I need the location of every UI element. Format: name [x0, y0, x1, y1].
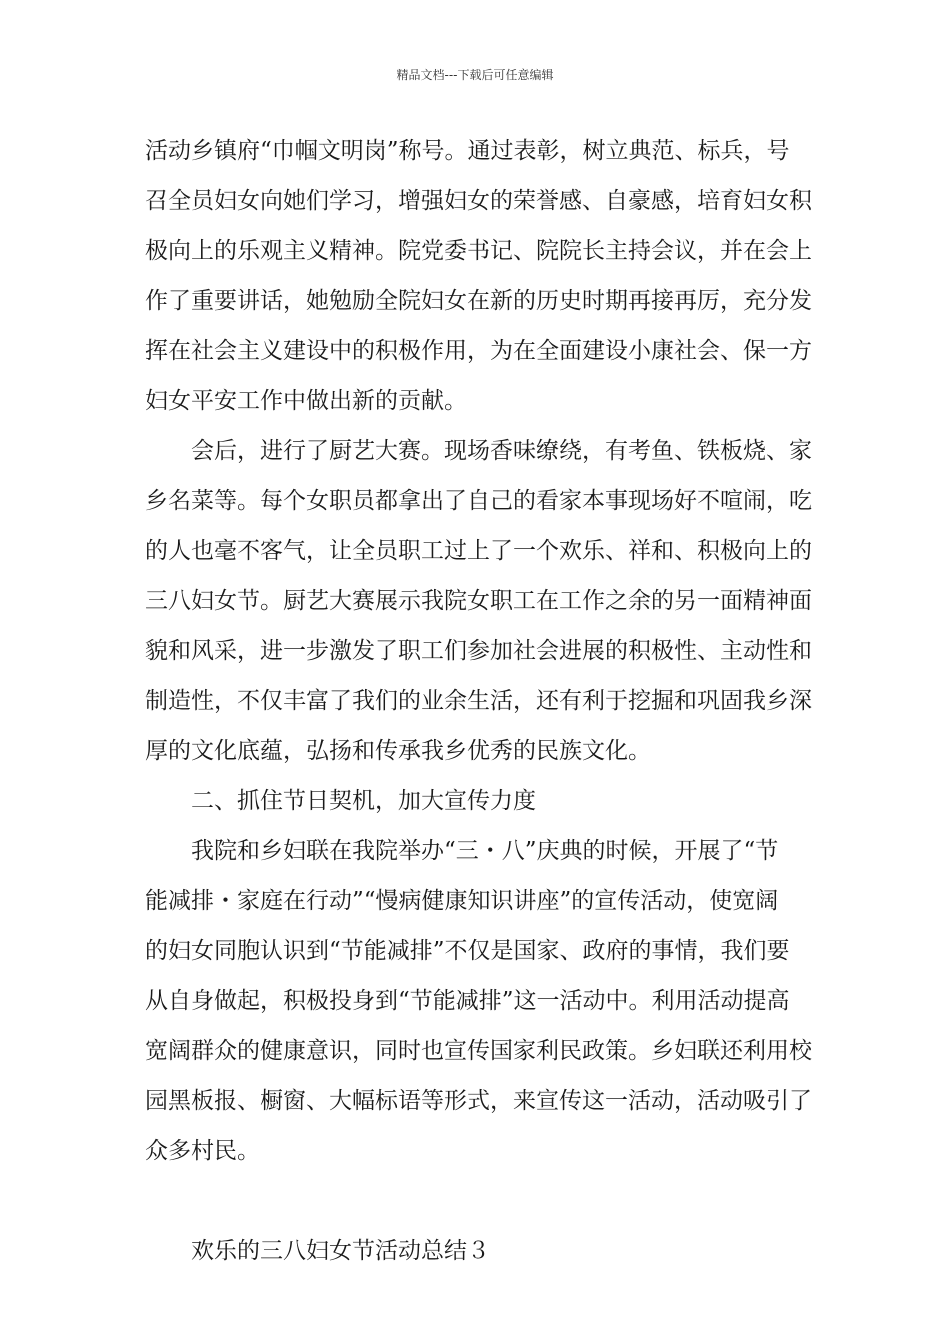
text-line: 妇女平安工作中做出新的贡献。 — [145, 388, 467, 414]
text-line: 厚的文化底蕴，弘扬和传承我乡优秀的民族文化。 — [145, 738, 651, 764]
text-line: 园黑板报、橱窗、大幅标语等形式，来宣传这一活动，活动吸引了 — [145, 1088, 812, 1114]
paragraph-start-line: 我院和乡妇联在我院举办“三・八”庆典的时候，开展了“节 — [191, 838, 779, 864]
text-line: 能减排・家庭在行动”“慢病健康知识讲座”的宣传活动，使宽阔 — [145, 888, 779, 914]
spacer — [145, 1176, 810, 1226]
page-header: 精品文档---下载后可任意编辑 — [396, 68, 554, 82]
text-line: 极向上的乐观主义精神。院党委书记、院院长主持会议，并在会上 — [145, 238, 812, 264]
document-title: 欢乐的三八妇女节活动总结３ — [191, 1238, 490, 1264]
text-line: 的人也毫不客气，让全员职工过上了一个欢乐、祥和、积极向上的 — [145, 538, 812, 564]
text-line: 的妇女同胞认识到“节能减排”不仅是国家、政府的事情，我们要 — [145, 938, 790, 964]
text-line: 貌和风采，进一步激发了职工们参加社会进展的积极性、主动性和 — [145, 638, 812, 664]
text-line: 宽阔群众的健康意识，同时也宣传国家利民政策。乡妇联还利用校 — [145, 1038, 812, 1064]
text-line: 乡名菜等。每个女职员都拿出了自己的看家本事现场好不喧闹，吃 — [145, 488, 812, 514]
document-body — [145, 126, 810, 1276]
text-line: 从自身做起，积极投身到“节能减排”这一活动中。利用活动提高 — [145, 988, 790, 1014]
paragraph-start-line: 会后，进行了厨艺大赛。现场香味缭绕，有考鱼、铁板烧、家 — [191, 438, 812, 464]
text-line: 制造性，不仅丰富了我们的业余生活，还有利于挖掘和巩固我乡深 — [145, 688, 812, 714]
text-line: 活动乡镇府“巾帼文明岗”称号。通过表彰，树立典范、标兵，号 — [145, 138, 790, 164]
text-line: 众多村民。 — [145, 1138, 260, 1164]
text-line: 作了重要讲话，她勉励全院妇女在新的历史时期再接再厉，充分发 — [145, 288, 812, 314]
text-line: 召全员妇女向她们学习，增强妇女的荣誉感、自豪感，培育妇女积 — [145, 188, 812, 214]
text-line: 挥在社会主义建设中的积极作用，为在全面建设小康社会、保一方 — [145, 338, 812, 364]
text-line: 三八妇女节。厨艺大赛展示我院女职工在工作之余的另一面精神面 — [145, 588, 812, 614]
section-heading: 二、抓住节日契机，加大宣传力度 — [191, 788, 536, 814]
